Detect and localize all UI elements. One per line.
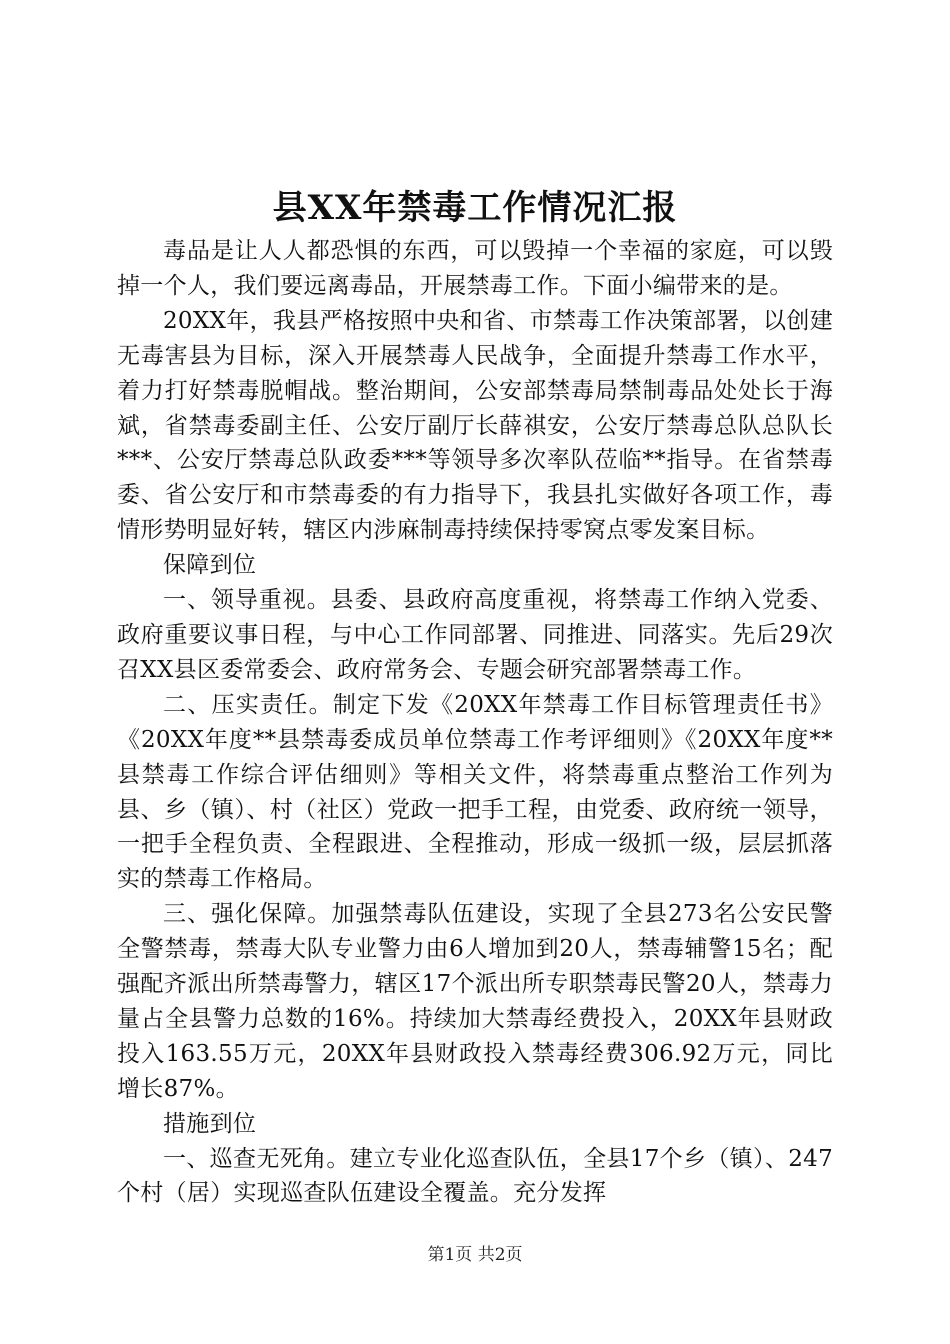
- document-title: 县XX年禁毒工作情况汇报: [272, 188, 678, 228]
- section-heading-guarantee: 保障到位: [163, 552, 257, 579]
- paragraph-leadership: 一、领导重视。县委、县政府高度重视，将禁毒工作纳入党委、政府重要议事日程，与中心工作同部署、同推进、同落实。先后29次召XX县区委常委会、政府常务会、专题会研究部署禁毒工作。: [117, 587, 833, 683]
- paragraph-patrol: 一、巡查无死角。建立专业化巡查队伍，全县17个乡（镇）、247个村（居）实现巡查队伍建设全覆盖。充分发挥: [117, 1145, 833, 1207]
- paragraph-support: 三、强化保障。加强禁毒队伍建设，实现了全县273名公安民警全警禁毒，禁毒大队专业警力由6人增加到20人，禁毒辅警15名；配强配齐派出所禁毒警力，辖区17个派出所专职禁毒民警20人，禁毒力量占全县警力总数的16%。持续加大禁毒经费投入，20XX年县财政投入163.55万元，20XX年县财政投入禁毒经费306.92万元，同比增长87%。: [117, 901, 833, 1102]
- section-heading-measures: 措施到位: [163, 1110, 257, 1137]
- paragraph-overview: 20XX年，我县严格按照中央和省、市禁毒工作决策部署，以创建无毒害县为目标，深入开展禁毒人民战争，全面提升禁毒工作水平，着力打好禁毒脱帽战。整治期间，公安部禁毒局禁制毒品处处长于海斌，省禁毒委副主任、公安厅副厅长薛祺安，公安厅禁毒总队总队长***、公安厅禁毒总队政委***等领导多次率队莅临**指导。在省禁毒委、省公安厅和市禁毒委的有力指导下，我县扎实做好各项工作，毒情形势明显好转，辖区内涉麻制毒持续保持零窝点零发案目标。: [117, 307, 833, 544]
- document-body: [117, 234, 833, 1211]
- paragraph-responsibility: 二、压实责任。制定下发《20XX年禁毒工作目标管理责任书》《20XX年度**县禁毒委成员单位禁毒工作考评细则》《20XX年度**县禁毒工作综合评估细则》等相关文件，将禁毒重点整治工作列为县、乡（镇）、村（社区）党政一把手工程，由党委、政府统一领导，一把手全程负责、全程跟进、全程推动，形成一级抓一级，层层抓落实的禁毒工作格局。: [117, 691, 833, 893]
- page-number-footer: 第1页 共2页: [427, 1245, 523, 1265]
- paragraph-intro: 毒品是让人人都恐惧的东西，可以毁掉一个幸福的家庭，可以毁掉一个人，我们要远离毒品，开展禁毒工作。下面小编带来的是。: [117, 238, 833, 299]
